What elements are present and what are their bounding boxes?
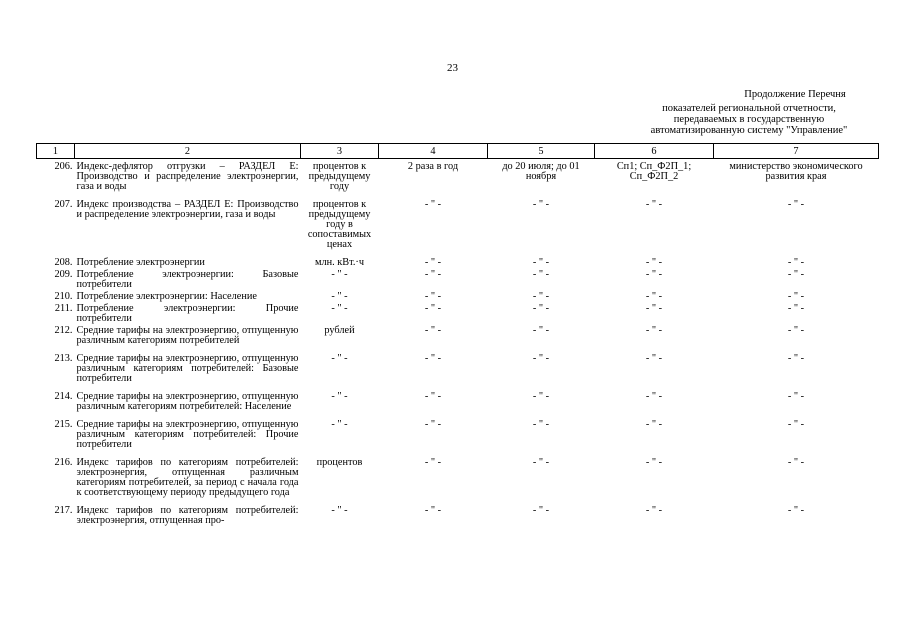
table-row xyxy=(37,506,879,534)
report-form: - " - xyxy=(645,419,663,430)
row-number: 215. xyxy=(54,419,73,430)
periodicity: - " - xyxy=(424,505,442,516)
column-header: 1 xyxy=(37,144,75,159)
unit-of-measure: - " - xyxy=(331,303,348,314)
report-form: - " - xyxy=(645,391,663,402)
unit-of-measure: процентов к предыдущему году в сопоставимых ценах xyxy=(307,199,372,250)
deadline: - " - xyxy=(532,353,550,364)
periodicity: 2 раза в год xyxy=(407,161,459,172)
unit-of-measure: рублей xyxy=(324,325,355,336)
periodicity: - " - xyxy=(424,269,442,280)
table-row xyxy=(37,159,879,201)
table-body xyxy=(37,159,879,535)
subtitle-line: автоматизированную систему "Управление" xyxy=(650,125,848,136)
unit-of-measure: - " - xyxy=(331,291,348,302)
report-form: - " - xyxy=(645,257,663,268)
row-number: 208. xyxy=(54,257,73,268)
table-row xyxy=(37,420,879,458)
row-number: 214. xyxy=(54,391,73,402)
periodicity: - " - xyxy=(424,257,442,268)
continuation-title: Продолжение Перечня xyxy=(744,89,846,100)
unit-of-measure: млн. кВт.·ч xyxy=(314,257,365,268)
unit-of-measure: процентов xyxy=(316,457,363,468)
row-number: 216. xyxy=(54,457,73,468)
unit-of-measure: процентов к предыдущему году xyxy=(308,161,371,192)
indicator-name: Потребление электроэнергии: Население xyxy=(76,291,257,302)
indicator-name: Индекс тарифов по категориям потребителей: электроэнергия, отпущенная про- xyxy=(76,505,299,526)
report-form: - " - xyxy=(645,303,663,314)
deadline: - " - xyxy=(532,257,550,268)
column-header: 4 xyxy=(379,144,488,159)
deadline: - " - xyxy=(532,199,550,210)
report-form: - " - xyxy=(645,457,663,468)
indicator-name: Средние тарифы на электроэнергию, отпущенную различным категориям потребителей: Население xyxy=(76,391,299,412)
periodicity: - " - xyxy=(424,199,442,210)
indicator-name: Индекс производства – РАЗДЕЛ Е: Производство и распределение электроэнергии, газа и воды xyxy=(76,199,299,220)
indicator-name: Индекс тарифов по категориям потребителей: электроэнергия, отпущенная различным категориям потребителей, за период с начала года к соответствующему периоду предыдущего года xyxy=(76,457,299,498)
indicator-name: Потребление электроэнергии xyxy=(76,257,205,268)
responsible-body: - " - xyxy=(787,269,805,280)
unit-of-measure: - " - xyxy=(331,391,348,402)
deadline: - " - xyxy=(532,391,550,402)
periodicity: - " - xyxy=(424,325,442,336)
deadline: - " - xyxy=(532,291,550,302)
table-row xyxy=(37,304,879,326)
column-header: 7 xyxy=(714,144,879,159)
indicator-name: Средние тарифы на электроэнергию, отпущенную различным категориям потребителей xyxy=(76,325,299,346)
table-row xyxy=(37,354,879,392)
report-form: - " - xyxy=(645,291,663,302)
responsible-body: - " - xyxy=(787,257,805,268)
column-number-row xyxy=(37,144,879,159)
periodicity: - " - xyxy=(424,457,442,468)
report-form: - " - xyxy=(645,269,663,280)
responsible-body: - " - xyxy=(787,303,805,314)
report-form: - " - xyxy=(645,325,663,336)
row-number: 206. xyxy=(54,161,73,172)
deadline: - " - xyxy=(532,457,550,468)
subtitle-line: показателей региональной отчетности, xyxy=(662,103,836,114)
report-form: - " - xyxy=(645,199,663,210)
responsible-body: - " - xyxy=(787,199,805,210)
deadline: - " - xyxy=(532,505,550,516)
row-number: 207. xyxy=(54,199,73,210)
row-number: 212. xyxy=(54,325,73,336)
column-header: 3 xyxy=(301,144,379,159)
periodicity: - " - xyxy=(424,353,442,364)
responsible-body: - " - xyxy=(787,353,805,364)
row-number: 217. xyxy=(54,505,73,516)
subtitle-line: передаваемых в государственную xyxy=(673,114,825,125)
responsible-body: министерство экономического развития края xyxy=(729,161,863,182)
row-number: 209. xyxy=(54,269,73,280)
periodicity: - " - xyxy=(424,419,442,430)
report-form: Сп1; Сп_Ф2П_1; Сп_Ф2П_2 xyxy=(616,161,692,182)
responsible-body: - " - xyxy=(787,291,805,302)
deadline: - " - xyxy=(532,269,550,280)
indicator-name: Потребление электроэнергии: Базовые потребители xyxy=(76,269,299,290)
column-header: 2 xyxy=(75,144,301,159)
deadline: - " - xyxy=(532,419,550,430)
report-form: - " - xyxy=(645,353,663,364)
list-subtitle xyxy=(651,103,848,136)
row-number: 211. xyxy=(54,303,73,314)
deadline: - " - xyxy=(532,303,550,314)
deadline: до 20 июля; до 01 ноября xyxy=(502,161,580,182)
responsible-body: - " - xyxy=(787,325,805,336)
column-header: 5 xyxy=(488,144,595,159)
page-number: 23 xyxy=(447,62,458,74)
responsible-body: - " - xyxy=(787,419,805,430)
table-row xyxy=(37,200,879,258)
table-row xyxy=(37,326,879,354)
indicator-name: Средние тарифы на электроэнергию, отпущенную различным категориям потребителей: Базовые потребители xyxy=(76,353,299,384)
periodicity: - " - xyxy=(424,303,442,314)
unit-of-measure: - " - xyxy=(331,353,348,364)
row-number: 213. xyxy=(54,353,73,364)
indicator-name: Индекс-дефлятор отгрузки – РАЗДЕЛ Е: Производство и распределение электроэнергии, газа и воды xyxy=(76,161,299,192)
table-row xyxy=(37,270,879,292)
responsible-body: - " - xyxy=(787,391,805,402)
table-row xyxy=(37,392,879,420)
indicator-name: Средние тарифы на электроэнергию, отпущенную различным категориям потребителей: Прочие потребители xyxy=(76,419,299,450)
row-number: 210. xyxy=(54,291,73,302)
responsible-body: - " - xyxy=(787,505,805,516)
indicator-name: Потребление электроэнергии: Прочие потребители xyxy=(76,303,299,324)
deadline: - " - xyxy=(532,325,550,336)
unit-of-measure: - " - xyxy=(331,269,348,280)
indicators-table xyxy=(36,143,879,534)
unit-of-measure: - " - xyxy=(331,419,348,430)
responsible-body: - " - xyxy=(787,457,805,468)
periodicity: - " - xyxy=(424,291,442,302)
unit-of-measure: - " - xyxy=(331,505,348,516)
column-header: 6 xyxy=(595,144,714,159)
periodicity: - " - xyxy=(424,391,442,402)
table-row xyxy=(37,458,879,506)
report-form: - " - xyxy=(645,505,663,516)
